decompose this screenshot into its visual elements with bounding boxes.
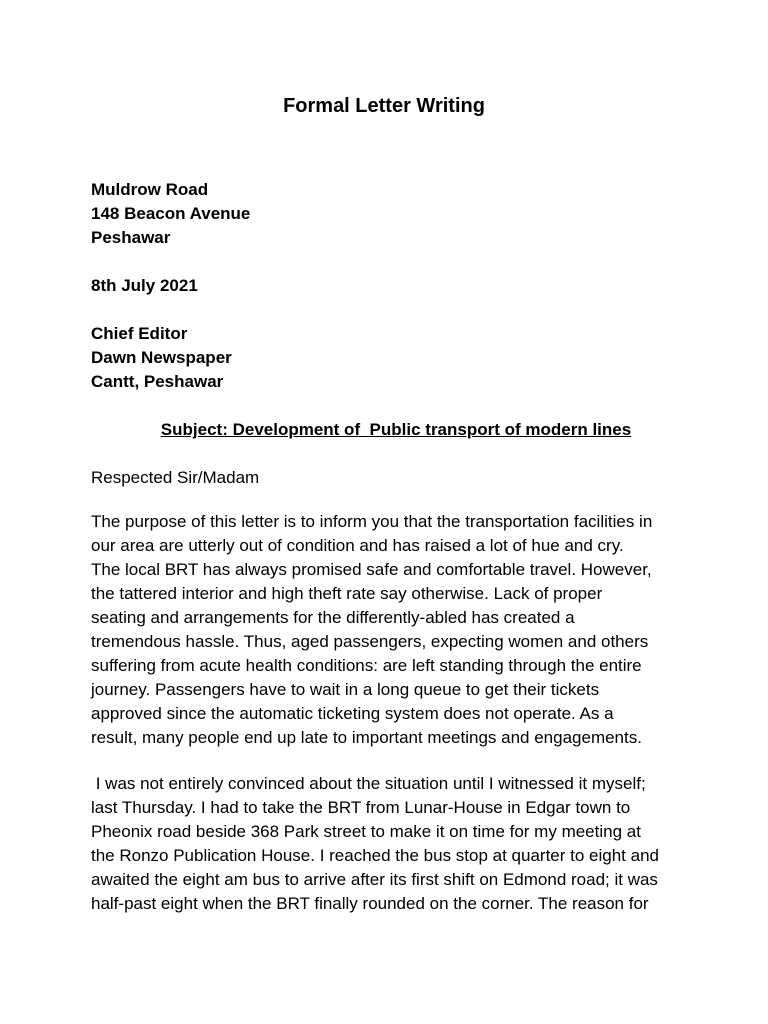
letter-date: [91, 274, 198, 298]
recipient-address-line: Cantt, Peshawar: [91, 372, 224, 391]
paragraph-line: suffering from acute health conditions: are left standing through the entire: [91, 656, 642, 675]
paragraph-line: The purpose of this letter is to inform you that the transportation facilities in: [91, 512, 653, 531]
paragraph-line: awaited the eight am bus to arrive after its first shift on Edmond road; it was: [91, 870, 658, 889]
letter-date-text: 8th July 2021: [91, 276, 198, 295]
salutation: Respected Sir/Madam: [91, 468, 260, 487]
paragraph-line: journey. Passengers have to wait in a long queue to get their tickets: [91, 680, 600, 699]
letter-subject: Subject: Development of Public transport of modern lines: [160, 420, 632, 439]
paragraph-line: I was not entirely convinced about the situation until I witnessed it myself;: [91, 774, 646, 793]
body-paragraph-2: [91, 772, 691, 916]
recipient-address: [91, 322, 232, 394]
paragraph-line: the tattered interior and high theft rate say otherwise. Lack of proper: [91, 584, 603, 603]
paragraph-line: the Ronzo Publication House. I reached the bus stop at quarter to eight and: [91, 846, 659, 865]
paragraph-line: result, many people end up late to important meetings and engagements.: [91, 728, 642, 747]
recipient-address-line: Chief Editor: [91, 324, 188, 343]
paragraph-line: Pheonix road beside 368 Park street to make it on time for my meeting at: [91, 822, 641, 841]
paragraph-line: half-past eight when the BRT finally rounded on the corner. The reason for: [91, 894, 649, 913]
recipient-address-line: Dawn Newspaper: [91, 348, 232, 367]
paragraph-line: approved since the automatic ticketing system does not operate. As a: [91, 704, 614, 723]
paragraph-line: last Thursday. I had to take the BRT from Lunar-House in Edgar town to: [91, 798, 631, 817]
sender-address-line: Peshawar: [91, 228, 171, 247]
sender-address-line: Muldrow Road: [91, 180, 209, 199]
document-title: Formal Letter Writing: [283, 95, 485, 117]
paragraph-line: our area are utterly out of condition and has raised a lot of hue and cry.: [91, 536, 624, 555]
sender-address-line: 148 Beacon Avenue: [91, 204, 251, 223]
body-paragraph-1: [91, 510, 691, 750]
sender-address: [91, 178, 250, 250]
paragraph-line: tremendous hassle. Thus, aged passengers, expecting women and others: [91, 632, 649, 651]
paragraph-line: The local BRT has always promised safe and comfortable travel. However,: [91, 560, 652, 579]
paragraph-line: seating and arrangements for the differently-abled has created a: [91, 608, 575, 627]
